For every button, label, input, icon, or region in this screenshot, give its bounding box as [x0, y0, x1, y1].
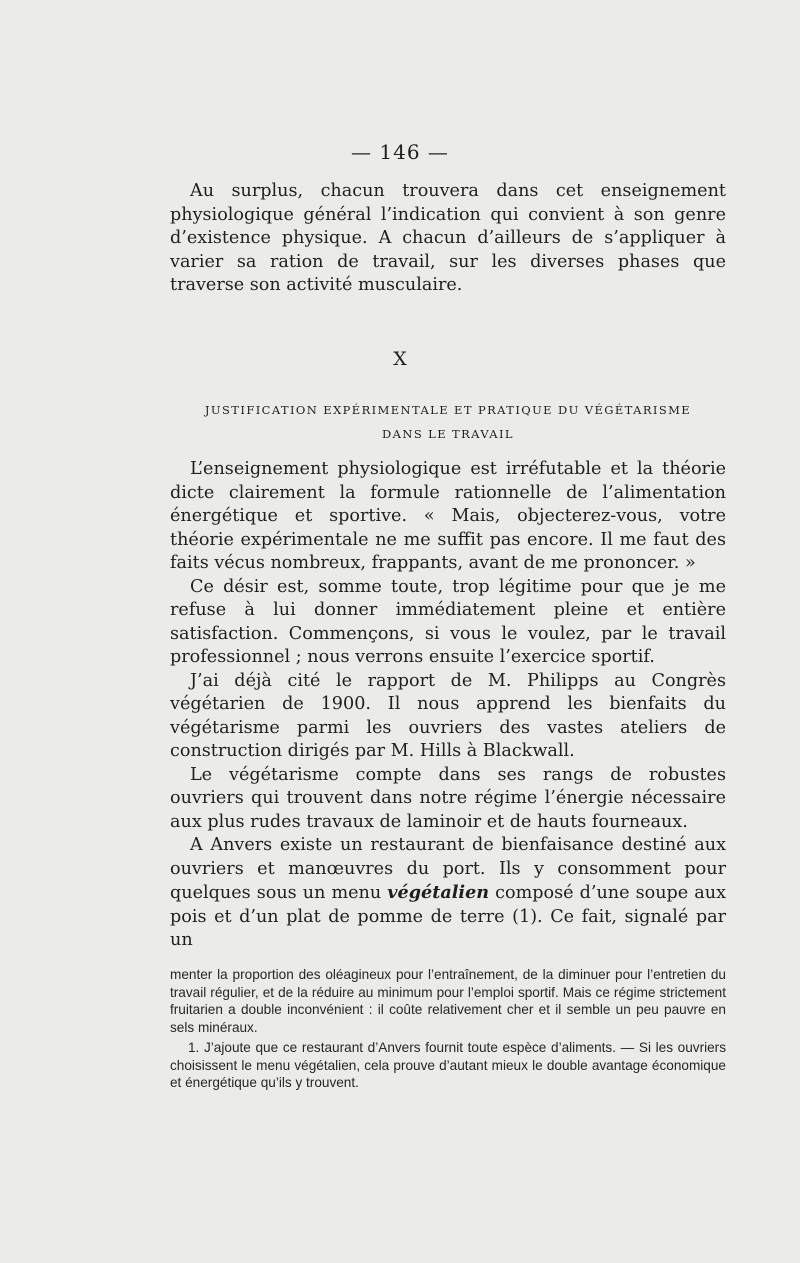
body-paragraph-5-end: composé d’une soupe aux pois et d’un plat de pomme de terre (1). Ce fait, signalé par un — [170, 883, 726, 950]
body-paragraph-5-start: A Anvers existe un restaurant de bienfaisance destiné aux ouvriers et manœuvres du port. Ils y consomment pour quelques sous un menu — [170, 835, 726, 903]
section-title-line1: JUSTIFICATION EXPÉRIMENTALE ET PRATIQUE DU VÉGÉTARISME — [204, 403, 692, 417]
body-paragraph-3: J’ai déjà cité le rapport de M. Philipps au Congrès végétarien de 1900. Il nous apprend les bienfaits du végétarisme parmi les ouvriers des vastes ateliers de construction dirigés par M. Hills à Blackwall. — [170, 670, 726, 761]
footnote-continuation: menter la proportion des oléagineux pour l’entraînement, de la diminuer pour l’entretien du travail régulier, et de la réduire au minimum pour l’emploi sportif. Mais ce régime strictement fruitarien a double inconvénient : il coûte relativement cher et il semble un peu pauvre en sels minéraux. — [170, 967, 726, 1035]
body-paragraph-5 — [170, 834, 726, 953]
body-paragraph-4: Le végétarisme compte dans ses rangs de robustes ouvriers qui trouvent dans notre régime l’énergie nécessaire aux plus rudes travaux de laminoir et de hauts fourneaux. — [170, 764, 726, 832]
section-title-line2: DANS LE TRAVAIL — [382, 427, 514, 441]
footnotes — [170, 966, 726, 1092]
body-paragraph-1: L’enseignement physiologique est irréfutable et la théorie dicte clairement la formule rationnelle de l’alimentation énergétique et sportive. « Mais, objecterez-vous, votre théorie expérimentale ne me suffit pas encore. Il me faut des faits vécus nombreux, frappants, avant de me prononcer. » — [170, 459, 726, 573]
page-number: — 146 — — [351, 140, 449, 164]
body-paragraph-2: Ce désir est, somme toute, trop légitime pour que je me refuse à lui donner immédiatement pleine et entière satisfaction. Commençons, si vous le voulez, par le travail professionnel ; nous verrons ensuite l’exercice sportif. — [170, 576, 726, 667]
intro-paragraph: Au surplus, chacun trouvera dans cet enseignement physiologique général l’indication qui convient à son genre d’existence physique. A chacun d’ailleurs de s’appliquer à varier sa ration de travail, sur les diverses phases que traverse son activité musculaire. — [170, 181, 726, 295]
footnote-1: 1. J’ajoute que ce restaurant d’Anvers fournit toute espèce d’aliments. — Si les ouvriers choisissent le menu végétalien, cela prouve d’autant mieux le double avantage économique et énergétique qu’ils y trouvent. — [170, 1040, 726, 1090]
body-text — [170, 458, 726, 953]
section-number: X — [393, 348, 407, 370]
intro-text — [170, 180, 726, 298]
section-title — [170, 398, 726, 446]
emphasis-vegetalien: végétalien — [387, 882, 490, 903]
